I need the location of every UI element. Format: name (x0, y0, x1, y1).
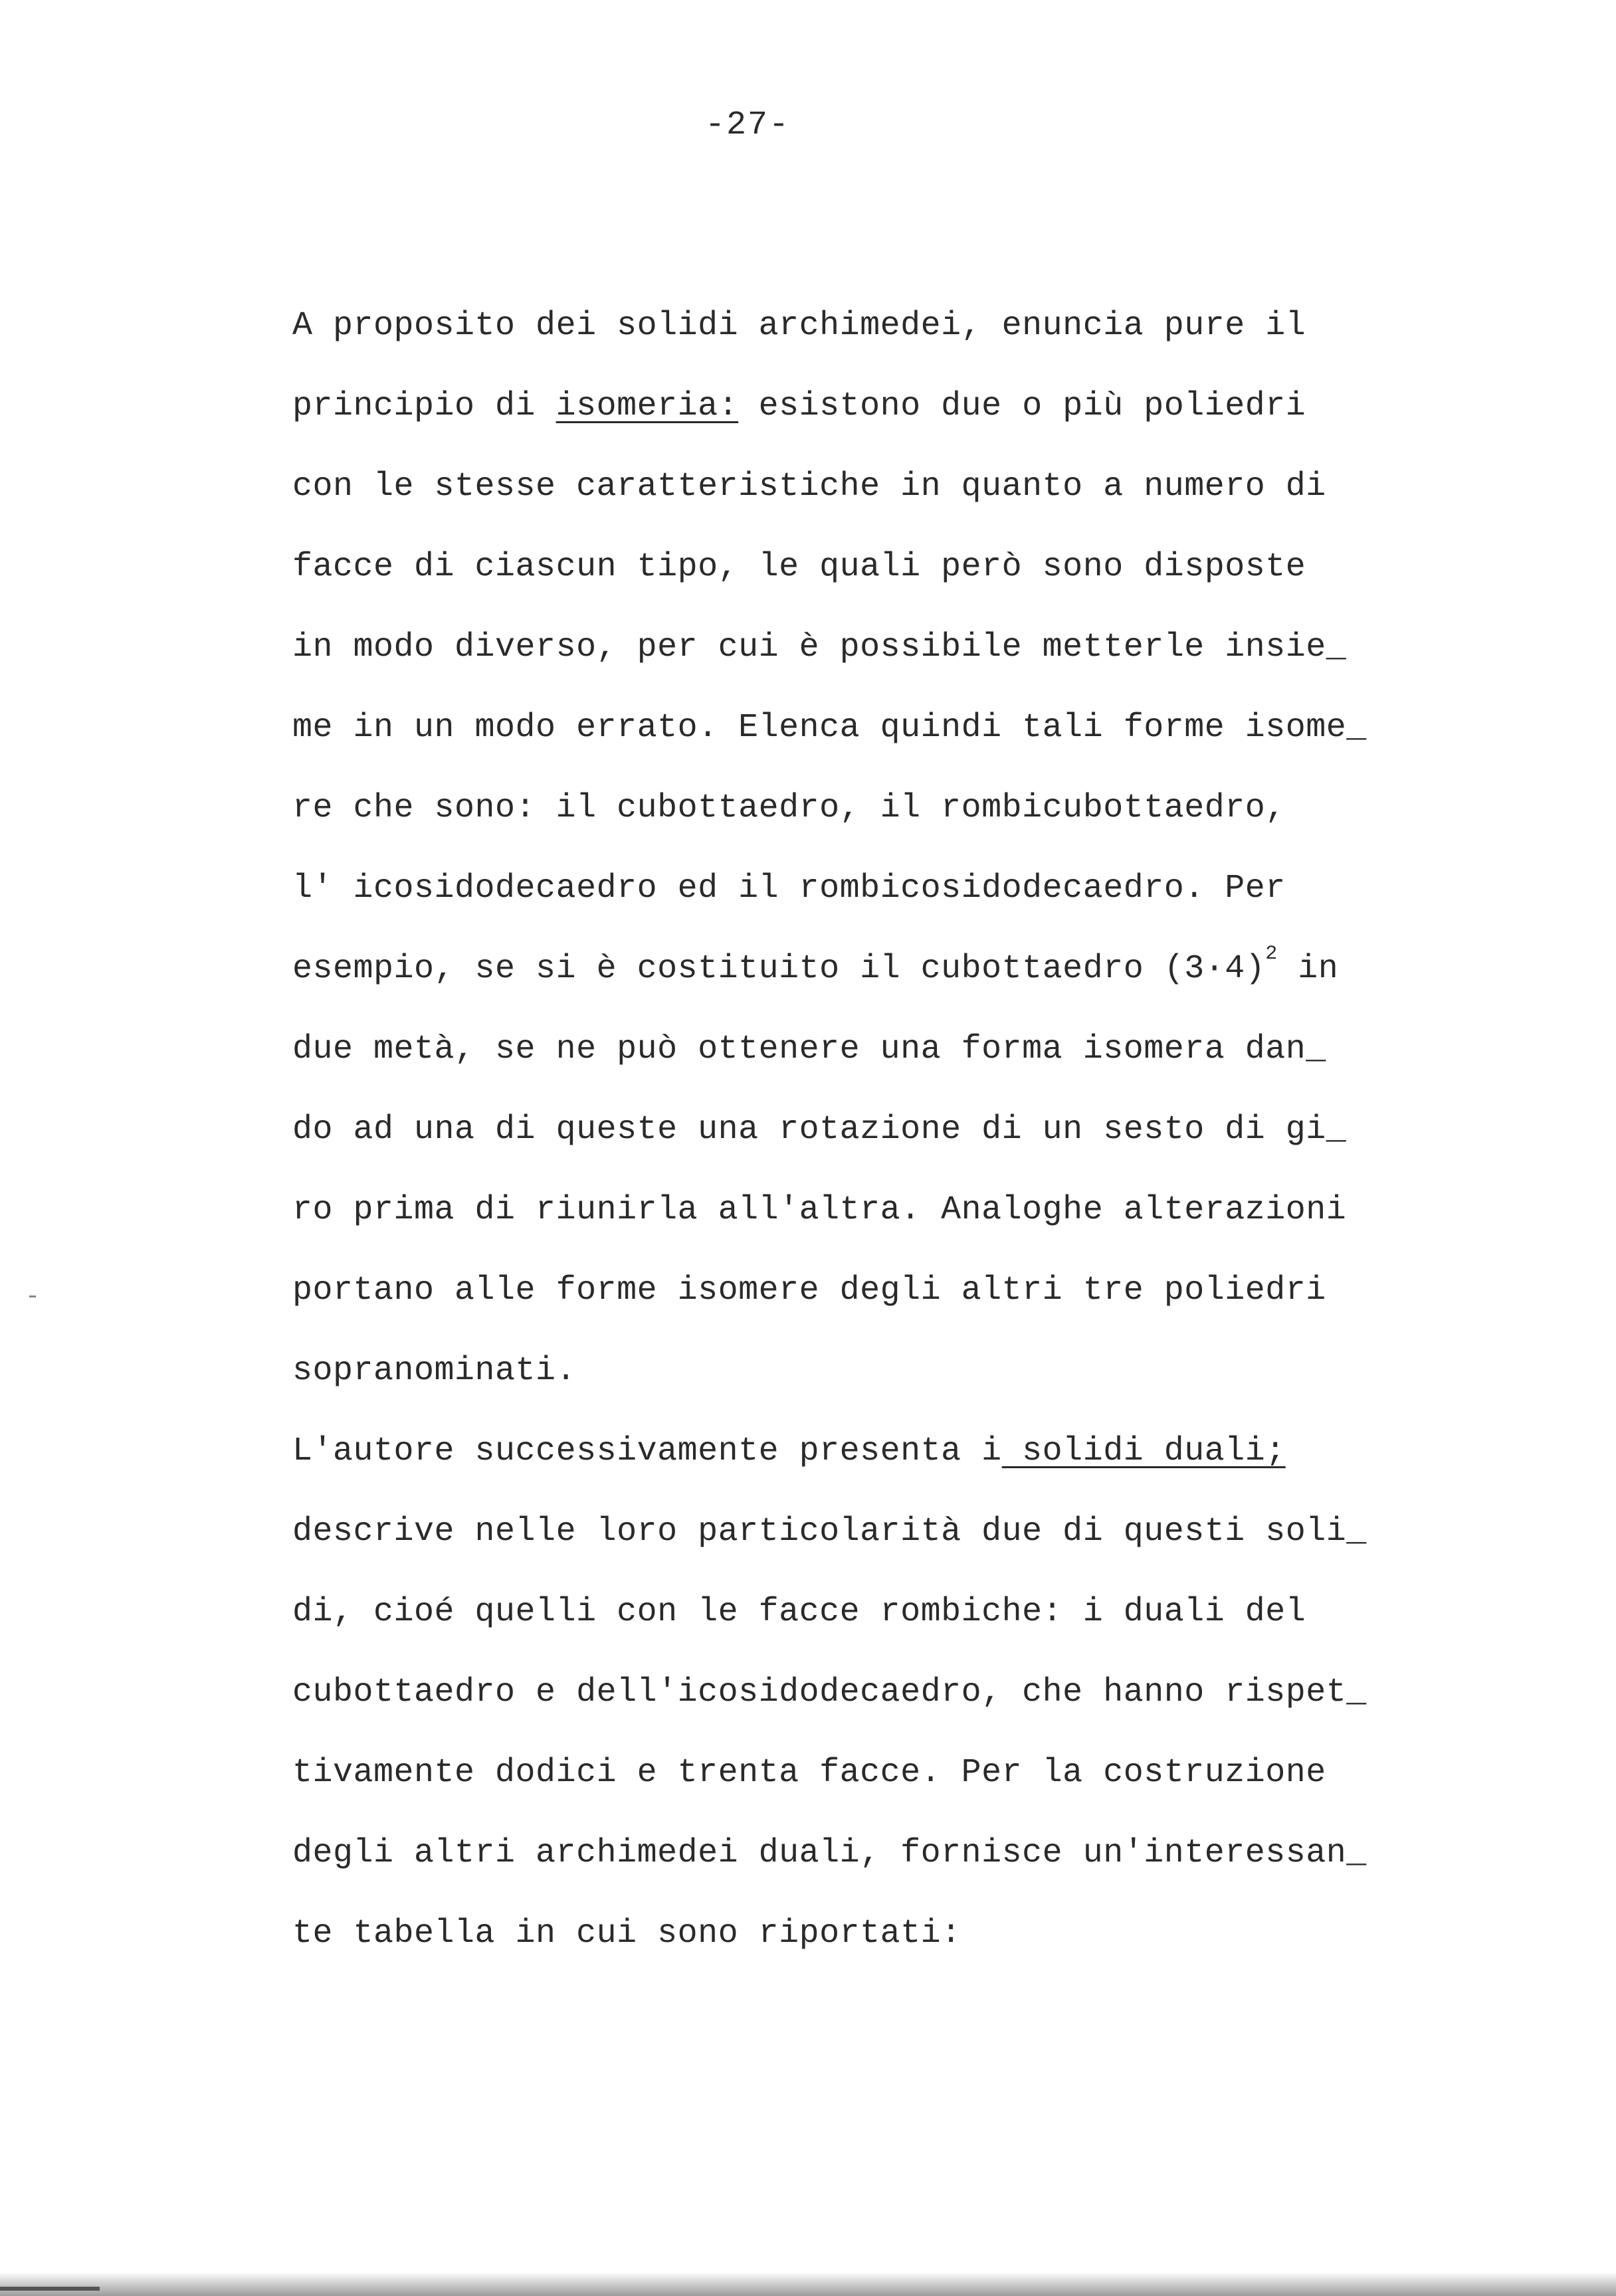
scan-shadow-corner (0, 2287, 100, 2291)
underlined-term-isomeria: isomeria: (556, 387, 739, 425)
text-line: l' icosidodecaedro ed il rombicosidodecaedro. Per (292, 870, 1286, 908)
text-line: con le stesse caratteristiche in quanto a numero di (292, 468, 1326, 506)
superscript-exponent: 2 (1265, 943, 1278, 965)
text-line (292, 945, 1462, 1026)
text-line: sopranominati. (292, 1352, 577, 1390)
text-segment: esistono due o più poliedri (738, 387, 1306, 425)
text-line: di, cioé quelli con le facce rombiche: i duali del (292, 1593, 1306, 1631)
text-line (292, 1428, 1462, 1508)
text-line: due metà, se ne può ottenere una forma isomera dan_ (292, 1030, 1326, 1068)
text-line: me in un modo errato. Elenca quindi tali forme isome_ (292, 709, 1367, 747)
text-line: cubottaedro e dell'icosidodecaedro, che hanno rispet_ (292, 1674, 1367, 1711)
page-number: -27- (704, 106, 791, 144)
text-line: tivamente dodici e trenta facce. Per la costruzione (292, 1754, 1326, 1792)
text-line: portano alle forme isomere degli altri tre poliedri (292, 1272, 1326, 1309)
text-line: te tabella in cui sono riportati: (292, 1915, 961, 1953)
body-text (292, 302, 1462, 1990)
text-line: re che sono: il cubottaedro, il rombicubottaedro, (292, 789, 1286, 827)
text-line: ro prima di riunirla all'altra. Analoghe alterazioni (292, 1191, 1347, 1229)
text-line (292, 383, 1462, 463)
text-line: do ad una di queste una rotazione di un sesto di gi_ (292, 1111, 1347, 1149)
text-segment: principio di (292, 387, 556, 425)
text-line: descrive nelle loro particolarità due di questi soli_ (292, 1513, 1367, 1551)
text-segment: esempio, se si è costituito il cubottaedro (3·4) (292, 950, 1266, 988)
text-line: facce di ciascun tipo, le quali però sono disposte (292, 548, 1306, 586)
text-line: degli altri archimedei duali, fornisce un'interessan_ (292, 1834, 1367, 1872)
scan-shadow-edge (0, 2272, 1616, 2296)
text-segment: in (1277, 950, 1339, 988)
text-line: A proposito dei solidi archimedei, enuncia pure il (292, 307, 1306, 345)
text-segment: L'autore successivamente presenta i (292, 1432, 1002, 1470)
margin-mark (29, 1295, 36, 1297)
text-line: in modo diverso, per cui è possibile metterle insie_ (292, 628, 1347, 666)
underlined-term-solidi-duali: solidi duali; (1001, 1432, 1286, 1470)
